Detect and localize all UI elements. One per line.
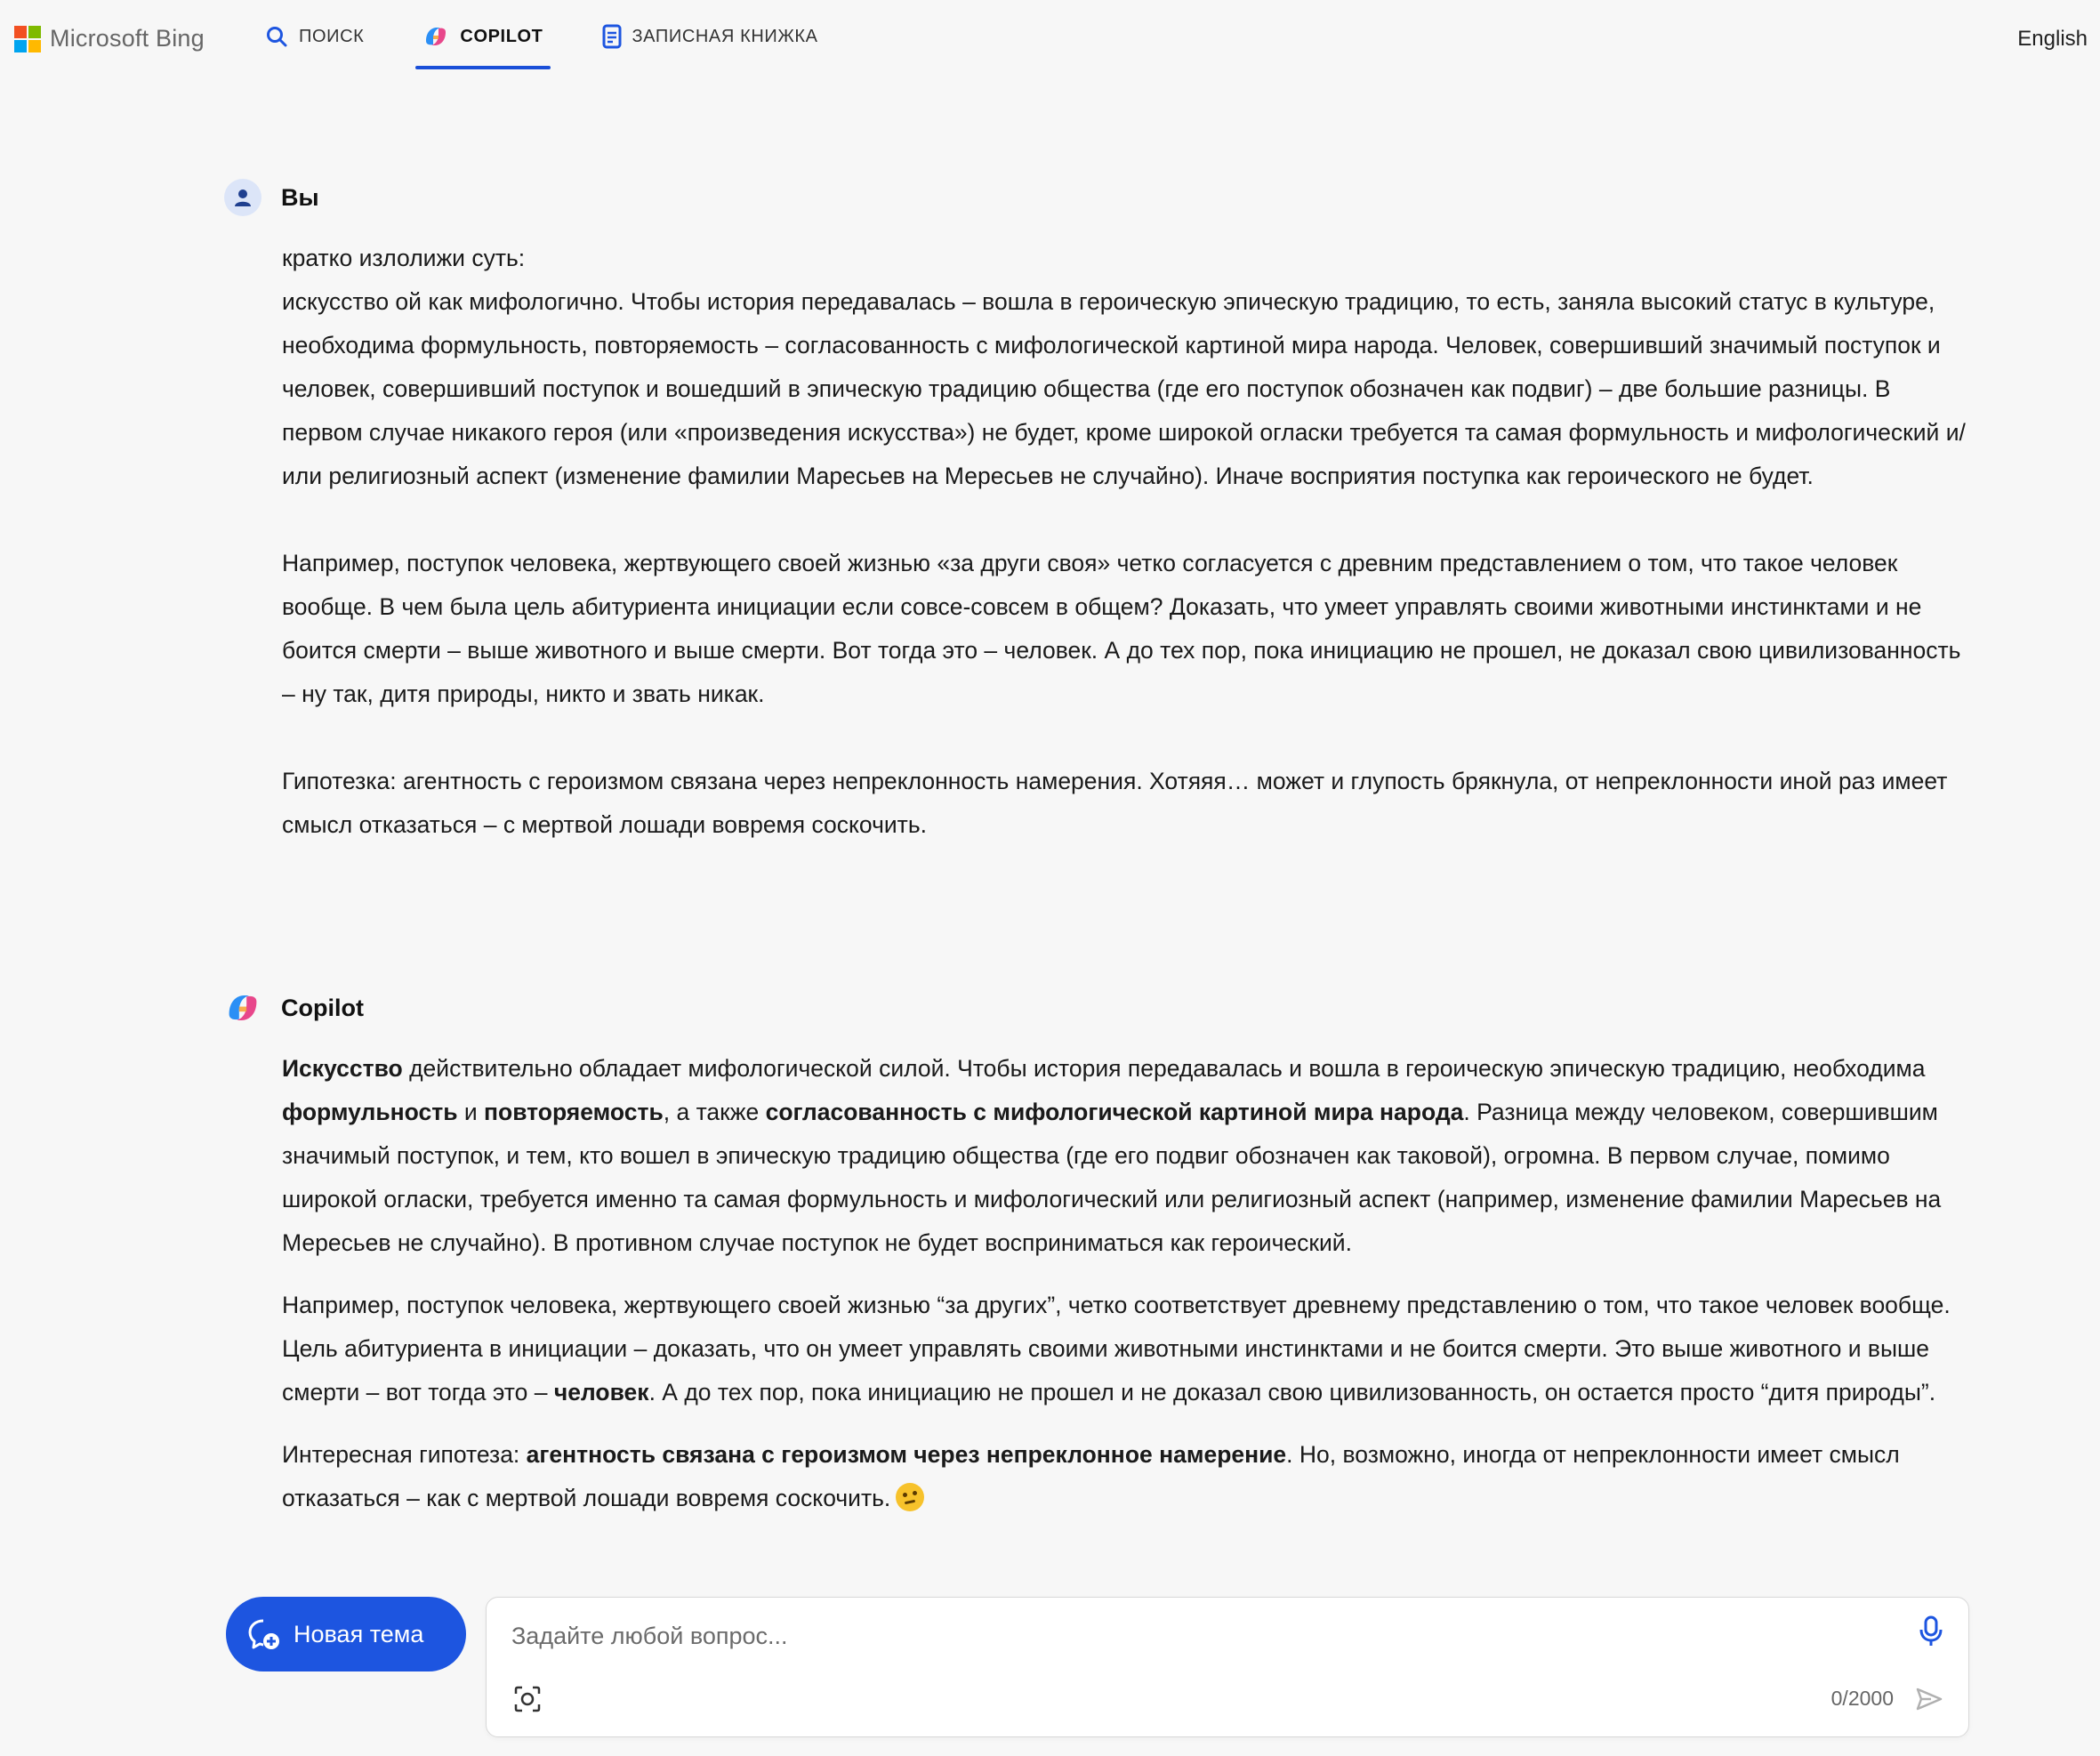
char-counter: 0/2000 xyxy=(1830,1687,1894,1710)
message-header xyxy=(224,988,1967,1027)
tab-label: ЗАПИСНАЯ КНИЖКА xyxy=(632,26,818,46)
copilot-paragraph: Искусство действительно обладает мифологической силой. Чтобы история передавалась и вошла в героическую эпическую традицию, необходима формульность и повторяемость, а также согласованность с мифологической картиной мира народа. Разница между человеком, совершившим значимый поступок, и тем, кто вошел в эпическую традицию общества (где его подвиг обозначен как таковой), огромна. В первом случае, помимо широкой огласки, требуется именно та самая формульность и мифологический или религиозный аспект (например, изменение фамилии Маресьев на Мересьев не случайно). В противном случае поступок не будет восприниматься как героический. xyxy=(282,1055,1942,1256)
message-author: Copilot xyxy=(281,994,364,1021)
microsoft-logo-icon xyxy=(14,26,41,52)
user-paragraph: Например, поступок человека, жертвующего своей жизнью «за други своя» четко согласуется с древним представлением о том, что такое человек вообще. В чем была цель абитуриента инициации если совсе-совсем в общем? Доказать, что умеет управлять своими животными инстинктами и не боится смерти – выше животного и выше смерти. Вот тогда это – человек. А до тех пор, пока инициацию не прошел, не доказал свою цивилизованность – ну так, дитя природы, никто и звать никак. xyxy=(282,550,1961,707)
copilot-avatar-icon xyxy=(224,989,261,1027)
language-switch[interactable]: English xyxy=(2017,27,2088,51)
bing-logo[interactable] xyxy=(14,25,205,52)
chat-composer xyxy=(486,1597,1969,1737)
message-text xyxy=(282,1047,1972,1520)
user-paragraph: Гипотезка: агентность с героизмом связана через непреклонность намерения. Хотяяя… может и глупость брякнула, от непреклонности иной раз имеет смысл отказаться – с мертвой лошади вовремя соскочить. xyxy=(282,768,1948,838)
chat-input[interactable] xyxy=(510,1615,1883,1656)
user-avatar-icon xyxy=(224,179,261,216)
tab-copilot[interactable] xyxy=(406,0,559,73)
user-message xyxy=(224,178,1967,847)
search-icon xyxy=(265,25,288,48)
user-paragraph: искусство ой как мифологично. Чтобы история передавалась – вошла в героическую эпическую традицию, то есть, заняла высокий статус в культуре, необходима формульность, повторяемость – согласованность с мифологической картиной мира народа. Человек, совершивший значимый поступок и человек, совершивший поступок и вошедший в эпическую традицию общества (где его поступок обозначен как подвиг) – две большие разницы. В первом случае никакого героя (или «произведения искусства») не будет, кроме широкой огласки требуется та самая формульность и мифологический и/или религиозный аспект (изменение фамилии Маресьев на Мересьев не случайно). Иначе восприятия поступка как героического не будет. xyxy=(282,288,1966,489)
new-topic-label: Новая тема xyxy=(294,1620,424,1647)
new-chat-icon xyxy=(245,1615,283,1653)
tab-notebook[interactable] xyxy=(586,0,834,73)
copilot-paragraph: Например, поступок человека, жертвующего своей жизнью “за других”, четко соответствует древнему представлению о том, что такое человек вообще. Цель абитуриента в инициации – доказать, что он умеет управлять своими животными инстинктами и не боится смерти. Это выше животного и выше смерти – вот тогда это – человек. А до тех пор, пока инициацию не прошел и не доказал свою цивилизованность, он остается просто “дитя природы”. xyxy=(282,1292,1951,1406)
thinking-face-emoji-icon xyxy=(896,1483,924,1511)
message-author: Вы xyxy=(281,183,319,211)
new-topic-button[interactable] xyxy=(226,1597,466,1671)
copilot-icon xyxy=(422,23,449,50)
user-paragraph: кратко излолижи суть: xyxy=(282,245,526,271)
message-header xyxy=(224,178,1967,217)
copilot-paragraph: Интересная гипотеза: агентность связана с героизмом через непреклонное намерение. Но, возможно, иногда от непреклонности имеет смысл отказаться – как с мертвой лошади вовремя соскочить. xyxy=(282,1441,1900,1511)
message-text xyxy=(282,237,1972,847)
tab-label: COPILOT xyxy=(460,26,543,46)
microphone-icon[interactable] xyxy=(1919,1615,1943,1652)
tab-search[interactable] xyxy=(249,0,380,73)
notebook-icon xyxy=(602,24,622,49)
brand-name: Microsoft Bing xyxy=(50,25,205,52)
top-bar xyxy=(0,0,2100,80)
visual-search-icon[interactable] xyxy=(513,1685,542,1718)
main-nav xyxy=(249,0,861,73)
send-icon[interactable] xyxy=(1915,1685,1943,1718)
copilot-message xyxy=(224,988,1967,1539)
tab-label: ПОИСК xyxy=(299,26,365,46)
